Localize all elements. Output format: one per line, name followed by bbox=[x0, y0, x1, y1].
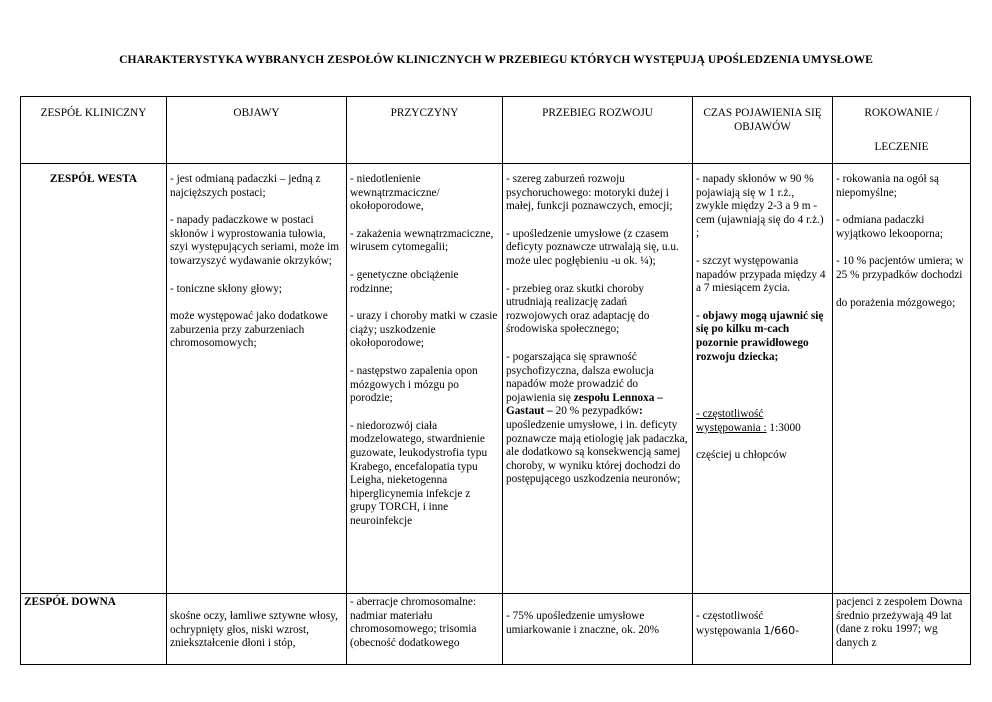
down-czas-cell: - częstotliwość występowania 1/660- bbox=[693, 594, 833, 665]
table-header-row bbox=[21, 97, 971, 164]
west-objawy-cell: - jest odmianą padaczki – jedną z najcięższych postaci; - napady padaczkowe w postaci skłonów i wyprostowania tułowia, szyi występujących seriami, może im towarzyszyć wydawanie okrzyków; - toniczne skłony głowy; może występować jako dodatkowe zaburzenia przy zaburzeniach chromosomowych; bbox=[167, 164, 347, 594]
syndrome-name-west: ZESPÓŁ WESTA bbox=[21, 164, 167, 594]
table-row-west bbox=[21, 164, 971, 594]
header-przebieg: PRZEBIEG ROZWOJU bbox=[503, 97, 693, 164]
down-objawy-cell: skośne oczy, łamliwe sztywne włosy, ochrypnięty głos, niski wzrost, zniekształcenie dłoni i stóp, bbox=[167, 594, 347, 665]
west-przyczyny-cell: - niedotlenienie wewnątrzmaciczne/ okołoporodowe, - zakażenia wewnątrzmaciczne, wirusem cytomegalii; - genetyczne obciążenie rodzinne; - urazy i choroby matki w czasie ciąży; uszkodzenie okołoporodowe; - następstwo zapalenia opon mózgowych i mózgu po porodzie; - niedorozwój ciała modzelowatego, stwardnienie guzowate, leukodystrofia typu Krabego, encefalopatia typu Leigha, nieketogenna hiperglicynemia infekcje z grupy TORCH, i inne neuroinfekcje bbox=[347, 164, 503, 594]
down-przyczyny-cell: - aberracje chromosomalne: nadmiar materiału chromosomowego; trisomia (obecność dodatkowego bbox=[347, 594, 503, 665]
west-rokowanie-cell: - rokowania na ogół są niepomyślne; - odmiana padaczki wyjątkowo lekooporna; - 10 % pacjentów umiera; w 25 % przypadków dochodzi do porażenia mózgowego; bbox=[833, 164, 971, 594]
syndrome-name-down: ZESPÓŁ DOWNA bbox=[21, 594, 167, 665]
west-przebieg-cell: - szereg zaburzeń rozwoju psychoruchowego: motoryki dużej i małej, funkcji poznawczych, emocji; - upośledzenie umysłowe (z czasem deficyty poznawcze utrwalają się, u.u. może ulec pogłębieniu -u ok. ¼); - przebieg oraz skutki choroby utrudniają realizację zadań rozwojowych oraz adaptację do środowiska społecznego; - pogarszająca się sprawność psychofizyczna, dalsza ewolucja napadów może prowadzić do pojawienia się zespołu Lennoxa – Gastaut – 20 % pezypadków: upośledzenie umysłowe, i in. deficyty poznawcze mają etiologię jak padaczka, ale dodatkowo są konsekwencją samej choroby, w wyniku której dochodzi do postępującego uszkodzenia neuronów; bbox=[503, 164, 693, 594]
header-przyczyny: PRZYCZYNY bbox=[347, 97, 503, 164]
down-rokowanie-cell: pacjenci z zespołem Downa średnio przeżywają 49 lat (dane z roku 1997; wg danych z bbox=[833, 594, 971, 665]
header-zespol: ZESPÓŁ KLINICZNY bbox=[21, 97, 167, 164]
header-czas: CZAS POJAWIENIA SIĘ OBJAWÓW bbox=[693, 97, 833, 164]
table-row-down bbox=[21, 594, 971, 665]
header-rokowanie: ROKOWANIE / LECZENIE bbox=[833, 97, 971, 164]
page-title: CHARAKTERYSTYKA WYBRANYCH ZESPOŁÓW KLINICZNYCH W PRZEBIEGU KTÓRYCH WYSTĘPUJĄ UPOŚLEDZENIA UMYSŁOWE bbox=[119, 53, 873, 66]
down-przebieg-cell: - 75% upośledzenie umysłowe umiarkowanie i znaczne, ok. 20% bbox=[503, 594, 693, 665]
west-czas-cell: - napady skłonów w 90 % pojawiają się w 1 r.ż., zwykle między 2-3 a 9 m - cem (ujawniają się do 4 r.ż.) ; - szczyt występowania napadów przypada między 4 a 7 miesiącem życia. - objawy mogą ujawnić się się po kilku m-cach pozornie prawidłowego rozwoju dziecka; - częstotliwość występowania : 1:3000 częściej u chłopców bbox=[693, 164, 833, 594]
header-objawy: OBJAWY bbox=[167, 97, 347, 164]
syndromes-table bbox=[20, 96, 971, 665]
